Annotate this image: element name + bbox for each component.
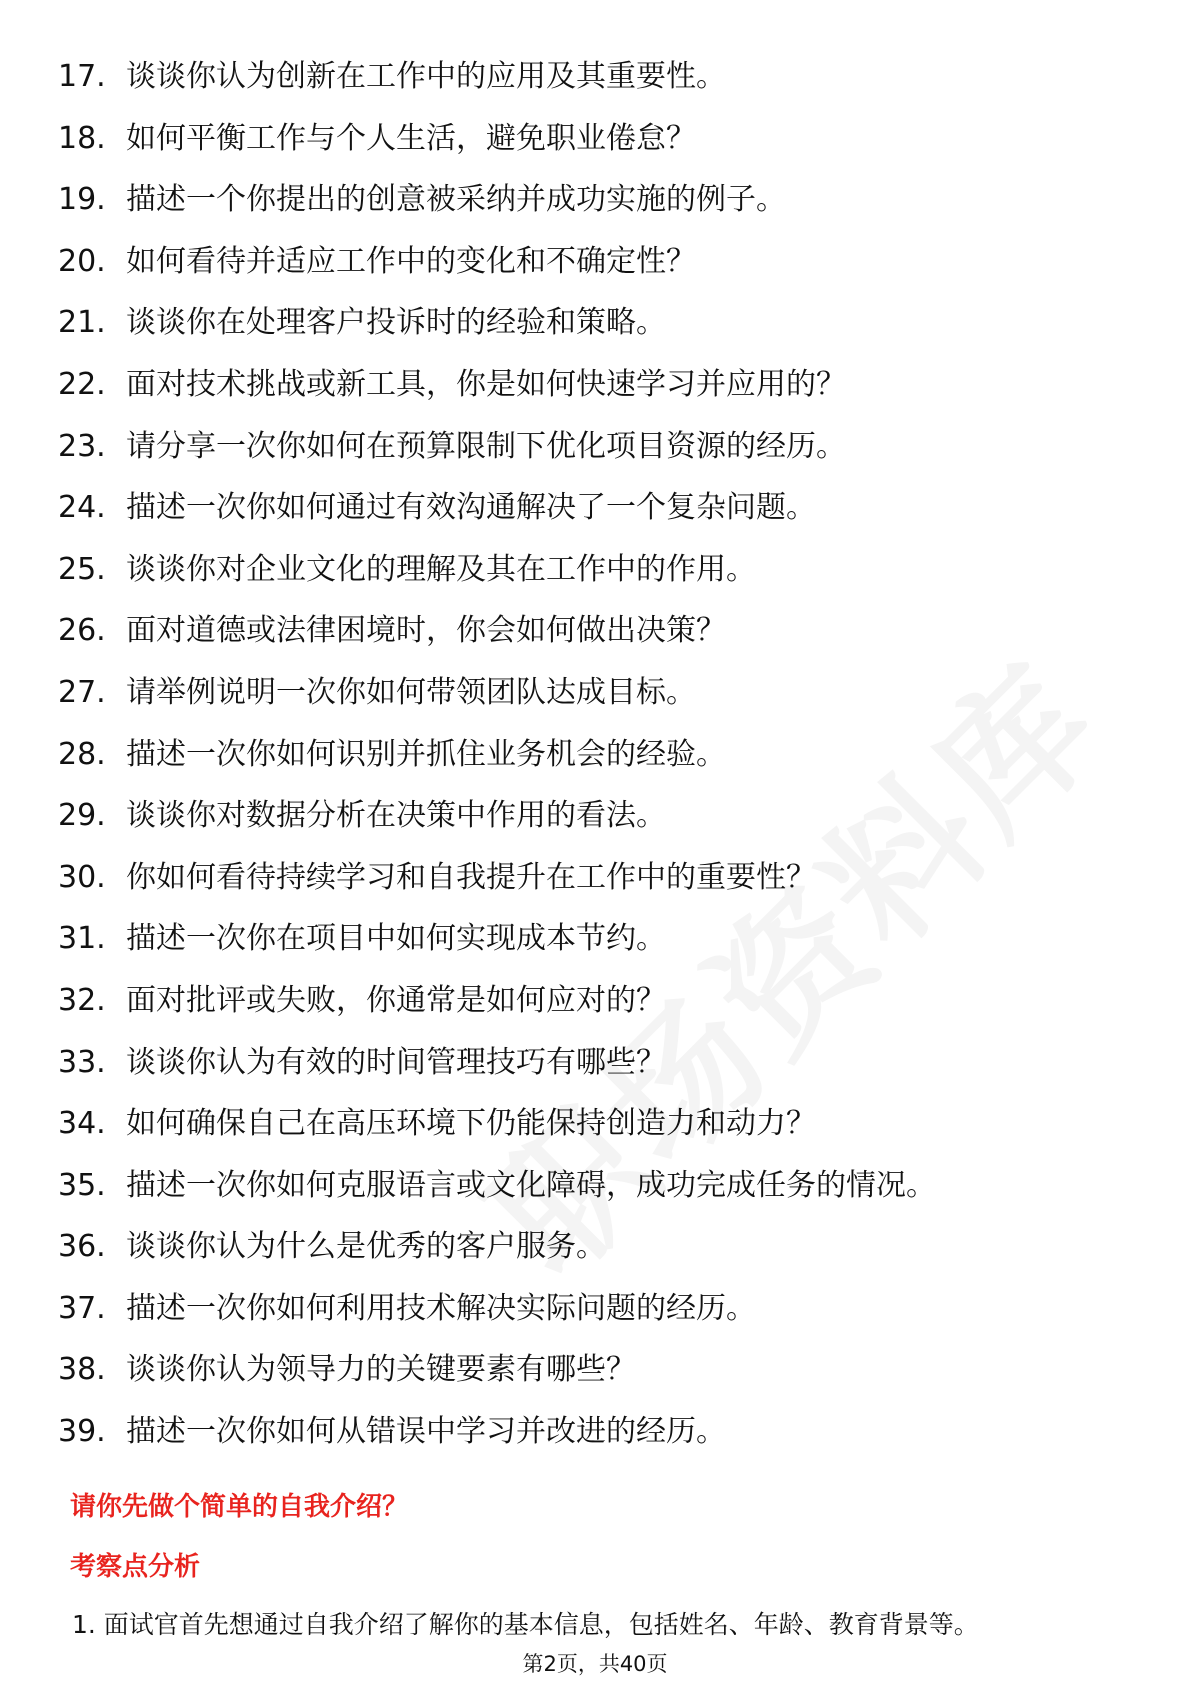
question-text: 描述一次你在项目中如何实现成本节约。 [126, 921, 666, 957]
question-text: 谈谈你认为有效的时间管理技巧有哪些？ [126, 1044, 666, 1080]
question-text: 如何看待并适应工作中的变化和不确定性？ [126, 243, 696, 279]
question-text: 谈谈你在处理客户投诉时的经验和策略。 [126, 305, 666, 341]
analysis-item: 1. 面试官首先想通过自我介绍了解你的基本信息，包括姓名、年龄、教育背景等。 [72, 1610, 979, 1639]
question-number: 34. [58, 1106, 106, 1142]
question-number: 21. [58, 305, 106, 341]
question-number: 37. [58, 1290, 106, 1326]
question-text: 谈谈你认为什么是优秀的客户服务。 [126, 1229, 606, 1265]
question-number: 38. [58, 1352, 106, 1388]
question-heading: 请你先做个简单的自我介绍？ [70, 1492, 409, 1522]
question-number: 36. [58, 1229, 106, 1265]
question-number: 17. [58, 59, 106, 94]
question-number: 30. [58, 859, 106, 895]
question-text: 描述一次你如何克服语言或文化障碍，成功完成任务的情况。 [126, 1167, 936, 1203]
question-text: 面对道德或法律困境时，你会如何做出决策？ [126, 613, 726, 649]
question-text: 描述一次你如何识别并抓住业务机会的经验。 [126, 736, 726, 772]
question-number: 32. [58, 982, 106, 1018]
question-text: 面对技术挑战或新工具，你是如何快速学习并应用的？ [126, 366, 846, 402]
question-number: 28. [58, 736, 106, 772]
question-number: 24. [58, 490, 106, 526]
question-text: 请举例说明一次你如何带领团队达成目标。 [126, 674, 696, 710]
question-text: 你如何看待持续学习和自我提升在工作中的重要性？ [126, 859, 816, 895]
question-number: 29. [58, 798, 106, 834]
question-number: 22. [58, 366, 106, 402]
question-text: 描述一次你如何从错误中学习并改进的经历。 [126, 1414, 726, 1450]
question-number: 19. [58, 182, 106, 218]
analysis-heading: 考察点分析 [70, 1552, 201, 1582]
question-text: 描述一个你提出的创意被采纳并成功实施的例子。 [126, 182, 786, 218]
question-number: 35. [58, 1167, 106, 1203]
page-footer: 第2页，共40页 [522, 1652, 668, 1676]
question-text: 谈谈你对企业文化的理解及其在工作中的作用。 [126, 551, 756, 587]
question-text: 描述一次你如何利用技术解决实际问题的经历。 [126, 1290, 756, 1326]
question-text: 谈谈你对数据分析在决策中作用的看法。 [126, 798, 666, 834]
question-text: 如何平衡工作与个人生活，避免职业倦怠？ [126, 120, 696, 156]
question-text: 如何确保自己在高压环境下仍能保持创造力和动力？ [126, 1106, 816, 1142]
question-text: 谈谈你认为创新在工作中的应用及其重要性。 [126, 59, 726, 94]
question-number: 33. [58, 1044, 106, 1080]
question-text: 面对批评或失败，你通常是如何应对的？ [126, 982, 666, 1018]
question-number: 27. [58, 674, 106, 710]
question-text: 谈谈你认为领导力的关键要素有哪些？ [126, 1352, 636, 1388]
question-number: 20. [58, 243, 106, 279]
question-text: 描述一次你如何通过有效沟通解决了一个复杂问题。 [126, 490, 816, 526]
question-number: 25. [58, 551, 106, 587]
question-number: 18. [58, 120, 106, 156]
question-number: 31. [58, 921, 106, 957]
question-number: 23. [58, 428, 106, 464]
question-text: 请分享一次你如何在预算限制下优化项目资源的经历。 [126, 428, 846, 464]
question-number: 39. [58, 1414, 106, 1450]
question-number: 26. [58, 613, 106, 649]
